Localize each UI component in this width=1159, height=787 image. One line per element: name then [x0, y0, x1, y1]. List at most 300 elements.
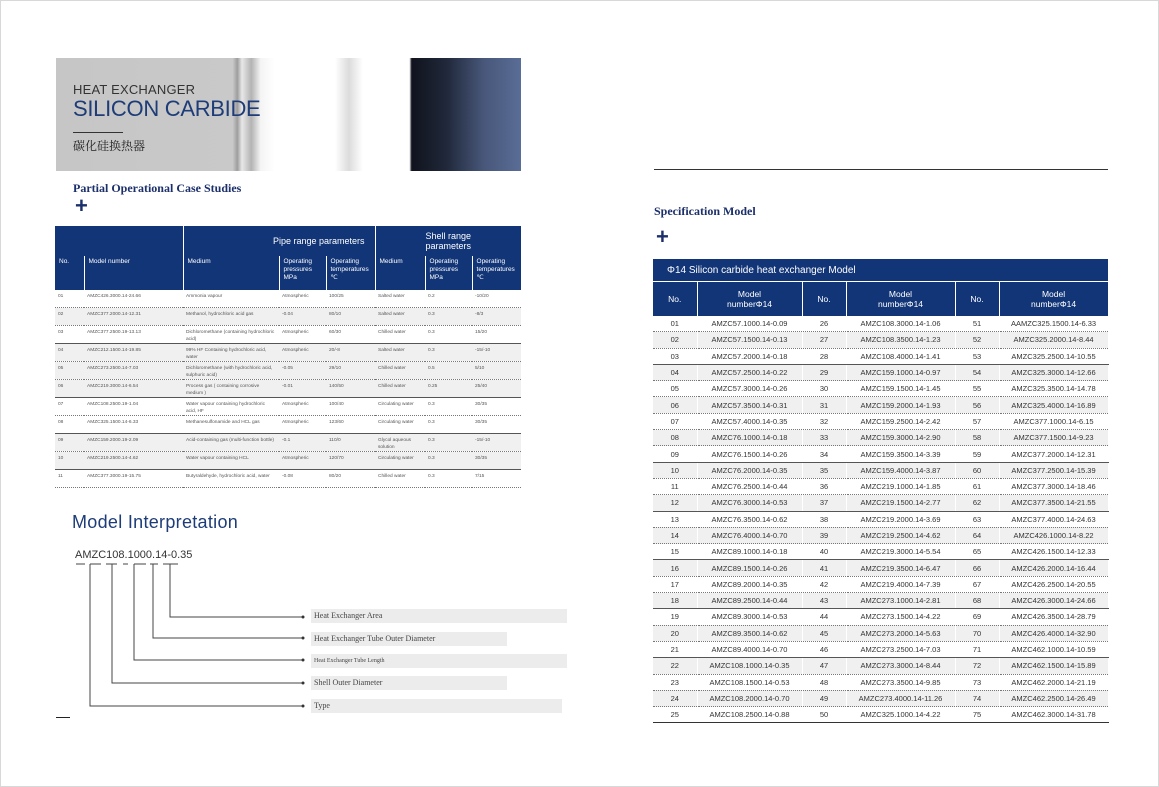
- spec-no-header: No.: [653, 282, 697, 317]
- case-cell: -0.01: [279, 380, 326, 398]
- spec-cell: AMZC377.2000.14-12.31: [999, 446, 1108, 462]
- case-cell: 0.2: [425, 290, 472, 308]
- case-studies-plus-icon: +: [75, 193, 88, 218]
- spec-cell: AMZC273.1500.14-4.22: [846, 609, 955, 625]
- spec-row: [653, 462, 1108, 478]
- case-cell: 01: [55, 290, 84, 308]
- spec-cell: 51: [955, 316, 999, 332]
- case-cell: Butyraldehyde, hydrochloric acid, water: [183, 470, 279, 488]
- spec-cell: 08: [653, 430, 697, 446]
- case-column-header: Operating temperatures ℃: [326, 256, 375, 290]
- spec-cell: AMZC426.1000.14-8.22: [999, 527, 1108, 543]
- case-cell: 07: [55, 398, 84, 416]
- spec-row: [653, 576, 1108, 592]
- label-tube-length: Heat Exchanger Tube Length: [311, 654, 567, 668]
- spec-cell: 50: [802, 707, 846, 723]
- spec-cell: 24: [653, 690, 697, 706]
- spec-cell: 10: [653, 462, 697, 478]
- banner-title-cn: 碳化硅换热器: [73, 139, 146, 153]
- spec-cell: 47: [802, 658, 846, 674]
- spec-cell: 20: [653, 625, 697, 641]
- case-cell: Dichloromethane (with hydrochloric acid, sulphuric acid): [183, 362, 279, 380]
- case-cell: Chilled water: [375, 470, 425, 488]
- spec-cell: AMZC219.2000.14-3.69: [846, 511, 955, 527]
- case-cell: Salted water: [375, 344, 425, 362]
- spec-cell: AMZC89.4000.14-0.70: [697, 641, 802, 657]
- case-cell: 80/10: [326, 308, 375, 326]
- case-cell: Water vapour containing hydrochloric acid, HF: [183, 398, 279, 416]
- spec-cell: 14: [653, 527, 697, 543]
- spec-cell: AMZC76.1000.14-0.18: [697, 430, 802, 446]
- case-cell: Circulating water: [375, 398, 425, 416]
- spec-cell: 40: [802, 544, 846, 560]
- case-column-header: Medium: [183, 256, 279, 290]
- specification-heading: Specification Model: [654, 204, 756, 218]
- spec-row: [653, 413, 1108, 429]
- spec-cell: AMZC89.1000.14-0.18: [697, 544, 802, 560]
- label-shell-outer-diameter: Shell Outer Diameter: [311, 676, 507, 690]
- case-cell: 10: [55, 452, 84, 470]
- spec-cell: 33: [802, 430, 846, 446]
- spec-cell: 26: [802, 316, 846, 332]
- case-cell: Atmospheric: [279, 398, 326, 416]
- spec-cell: AMZC219.3000.14-5.54: [846, 544, 955, 560]
- spec-row: [653, 641, 1108, 657]
- spec-cell: AMZC325.1000.14-4.22: [846, 707, 955, 723]
- spec-cell: AMZC426.2500.14-20.55: [999, 576, 1108, 592]
- spec-cell: 71: [955, 641, 999, 657]
- case-cell: 29/10: [326, 362, 375, 380]
- spec-no-header: No.: [802, 282, 846, 317]
- spec-cell: 37: [802, 495, 846, 511]
- spec-cell: AMZC426.3000.14-24.66: [999, 593, 1108, 609]
- case-cell: -15/-10: [472, 434, 521, 452]
- spec-model-header-line1: Model: [1041, 289, 1066, 299]
- spec-cell: AMZC377.2500.14-15.39: [999, 462, 1108, 478]
- spec-cell: AMZC76.4000.14-0.70: [697, 527, 802, 543]
- banner-title: SILICON CARBIDE: [73, 96, 261, 121]
- spec-cell: 46: [802, 641, 846, 657]
- spec-cell: AMZC57.1000.14-0.09: [697, 316, 802, 332]
- spec-cell: AMZC89.3500.14-0.62: [697, 625, 802, 641]
- case-cell: 5/10: [472, 362, 521, 380]
- spec-cell: AMZC426.4000.14-32.90: [999, 625, 1108, 641]
- case-cell: 11: [55, 470, 84, 488]
- case-cell: -15/-10: [472, 344, 521, 362]
- case-cell: 15/20: [472, 326, 521, 344]
- model-code-example: AMZC108.1000.14-0.35: [75, 549, 193, 561]
- spec-cell: 22: [653, 658, 697, 674]
- spec-row: [653, 527, 1108, 543]
- spec-cell: AMZC108.1000.14-0.35: [697, 658, 802, 674]
- case-cell: 0.3: [425, 416, 472, 434]
- case-cell: AMZC212.1500.14-19.85: [84, 344, 183, 362]
- spec-cell: AMZC219.4000.14-7.39: [846, 576, 955, 592]
- case-cell: -0.1: [279, 434, 326, 452]
- spec-cell: 48: [802, 674, 846, 690]
- spec-cell: AMZC462.1000.14-10.59: [999, 641, 1108, 657]
- case-cell: 0.3: [425, 308, 472, 326]
- spec-cell: 03: [653, 348, 697, 364]
- spec-cell: 75: [955, 707, 999, 723]
- spec-cell: AMZC57.2000.14-0.18: [697, 348, 802, 364]
- spec-row: [653, 316, 1108, 332]
- spec-cell: 32: [802, 413, 846, 429]
- spec-cell: AMZC426.1500.14-12.33: [999, 544, 1108, 560]
- spec-cell: 42: [802, 576, 846, 592]
- spec-cell: 49: [802, 690, 846, 706]
- spec-cell: 09: [653, 446, 697, 462]
- case-studies-heading: Partial Operational Case Studies: [73, 181, 242, 195]
- case-cell: -0.08: [279, 470, 326, 488]
- spec-row: [653, 332, 1108, 348]
- specification-plus-icon: +: [656, 224, 669, 249]
- case-cell: Atmospheric: [279, 344, 326, 362]
- case-cell: 09: [55, 434, 84, 452]
- case-cell: Chilled water: [375, 326, 425, 344]
- case-column-header: Medium: [375, 256, 425, 290]
- case-cell: 123/60: [326, 416, 375, 434]
- spec-cell: AMZC108.2000.14-0.70: [697, 690, 802, 706]
- spec-row: [653, 364, 1108, 380]
- case-cell: Circulating water: [375, 452, 425, 470]
- case-cell: 0.3: [425, 434, 472, 452]
- spec-cell: 43: [802, 593, 846, 609]
- spec-row: [653, 544, 1108, 560]
- model-interpretation-title: Model Interpretation: [72, 512, 239, 532]
- spec-row: [653, 593, 1108, 609]
- case-cell: AMZC219.2500.14-4.62: [84, 452, 183, 470]
- spec-cell: 31: [802, 397, 846, 413]
- spec-cell: AMZC76.2500.14-0.44: [697, 478, 802, 494]
- label-tube-outer-diameter: Heat Exchanger Tube Outer Diameter: [311, 632, 507, 646]
- case-cell: Salted water: [375, 308, 425, 326]
- spec-row: [653, 511, 1108, 527]
- spec-row: [653, 397, 1108, 413]
- spec-cell: 12: [653, 495, 697, 511]
- case-cell: 0.3: [425, 452, 472, 470]
- label-heat-exchanger-area: Heat Exchanger Area: [311, 609, 567, 623]
- case-cell: AMZC219.3000.14-6.54: [84, 380, 183, 398]
- case-cell: 08: [55, 416, 84, 434]
- spec-cell: AMZC219.1500.14-2.77: [846, 495, 955, 511]
- spec-cell: 04: [653, 364, 697, 380]
- case-cell: 06: [55, 380, 84, 398]
- case-column-header: No.: [55, 256, 84, 290]
- case-cell: -10/20: [472, 290, 521, 308]
- spec-cell: AMZC159.3000.14-2.90: [846, 430, 955, 446]
- spec-cell: 72: [955, 658, 999, 674]
- spec-cell: AMZC159.1500.14-1.45: [846, 381, 955, 397]
- spec-row: [653, 446, 1108, 462]
- spec-model-header-line2: numberΦ14: [1031, 299, 1077, 309]
- spec-cell: 70: [955, 625, 999, 641]
- case-cell: 100/40: [326, 398, 375, 416]
- spec-cell: 07: [653, 413, 697, 429]
- spec-row: [653, 674, 1108, 690]
- spec-cell: 66: [955, 560, 999, 576]
- spec-cell: AMZC219.3500.14-6.47: [846, 560, 955, 576]
- case-column-header: Operating pressures MPa: [425, 256, 472, 290]
- case-cell: 80/20: [326, 470, 375, 488]
- spec-cell: AMZC273.3500.14-9.85: [846, 674, 955, 690]
- spec-no-header: No.: [955, 282, 999, 317]
- case-cell: Process gas ( containing corrosive medium ): [183, 380, 279, 398]
- spec-cell: AMZC273.2000.14-5.63: [846, 625, 955, 641]
- case-cell: Atmospheric: [279, 416, 326, 434]
- spec-cell: AMZC89.2500.14-0.44: [697, 593, 802, 609]
- spec-cell: AMZC426.3500.14-28.79: [999, 609, 1108, 625]
- spec-cell: AMZC462.2000.14-21.19: [999, 674, 1108, 690]
- spec-cell: 17: [653, 576, 697, 592]
- spec-cell: 28: [802, 348, 846, 364]
- spec-cell: AMZC462.3000.14-31.78: [999, 707, 1108, 723]
- spec-row: [653, 478, 1108, 494]
- spec-cell: 16: [653, 560, 697, 576]
- case-cell: 0.3: [425, 470, 472, 488]
- spec-cell: AAMZC325.1500.14-6.33: [999, 316, 1108, 332]
- spec-cell: AMZC76.3000.14-0.53: [697, 495, 802, 511]
- spec-cell: 67: [955, 576, 999, 592]
- spec-cell: 11: [653, 478, 697, 494]
- spec-cell: AMZC57.3500.14-0.31: [697, 397, 802, 413]
- case-cell: 0.25: [425, 380, 472, 398]
- spec-cell: 54: [955, 364, 999, 380]
- top-rule: [654, 169, 1108, 170]
- spec-cell: 39: [802, 527, 846, 543]
- case-cell: AMZC377.2000.14-12.31: [84, 308, 183, 326]
- spec-cell: AMZC108.1500.14-0.53: [697, 674, 802, 690]
- spec-row: [653, 430, 1108, 446]
- case-cell: 03: [55, 326, 84, 344]
- spec-row: [653, 560, 1108, 576]
- spec-cell: 38: [802, 511, 846, 527]
- spec-row: [653, 348, 1108, 364]
- spec-cell: 68: [955, 593, 999, 609]
- spec-cell: AMZC325.3500.14-14.78: [999, 381, 1108, 397]
- spec-cell: 59: [955, 446, 999, 462]
- case-cell: 60/30: [326, 326, 375, 344]
- spec-cell: 65: [955, 544, 999, 560]
- spec-cell: AMZC377.3500.14-21.55: [999, 495, 1108, 511]
- spec-cell: AMZC108.3000.14-1.06: [846, 316, 955, 332]
- spec-cell: AMZC377.1000.14-6.15: [999, 413, 1108, 429]
- case-cell: 04: [55, 344, 84, 362]
- case-cell: Water vapour containing HCL: [183, 452, 279, 470]
- spec-cell: 58: [955, 430, 999, 446]
- case-cell: -8/3: [472, 308, 521, 326]
- spec-model-header: [846, 282, 955, 317]
- spec-cell: 52: [955, 332, 999, 348]
- spec-model-header-line2: numberΦ14: [726, 299, 773, 309]
- case-cell: Atmospheric: [279, 326, 326, 344]
- case-cell: Salted water: [375, 290, 425, 308]
- spec-cell: 23: [653, 674, 697, 690]
- spec-row: [653, 609, 1108, 625]
- case-cell: 20/-8: [326, 344, 375, 362]
- case-cell: 100/25: [326, 290, 375, 308]
- spec-cell: 30: [802, 381, 846, 397]
- case-cell: 120/70: [326, 452, 375, 470]
- case-cell: Methanol, hydrochloric acid gas: [183, 308, 279, 326]
- case-cell: 110/0: [326, 434, 375, 452]
- spec-cell: AMZC57.2500.14-0.22: [697, 364, 802, 380]
- pipe-group-header: Pipe range parameters: [183, 226, 375, 256]
- spec-cell: 44: [802, 609, 846, 625]
- spec-model-header: [697, 282, 802, 317]
- spec-cell: 74: [955, 690, 999, 706]
- case-cell: Acid-containing gas (multi-function bottle): [183, 434, 279, 452]
- spec-row: [653, 381, 1108, 397]
- spec-model-header-line1: Model: [888, 289, 913, 299]
- spec-cell: 05: [653, 381, 697, 397]
- spec-row: [653, 658, 1108, 674]
- case-cell: 02: [55, 308, 84, 326]
- spec-cell: AMZC159.2500.14-2.42: [846, 413, 955, 429]
- case-cell: AMZC159.2000.19-2.09: [84, 434, 183, 452]
- spec-cell: AMZC273.1000.14-2.81: [846, 593, 955, 609]
- footer-mark: [56, 717, 70, 718]
- case-cell: Ammonia vapour: [183, 290, 279, 308]
- spec-cell: 61: [955, 478, 999, 494]
- spec-cell: AMZC89.1500.14-0.26: [697, 560, 802, 576]
- label-type: Type: [311, 699, 562, 713]
- case-cell: Glycol aqueous solution: [375, 434, 425, 452]
- spec-cell: 53: [955, 348, 999, 364]
- spec-cell: 06: [653, 397, 697, 413]
- spec-cell: 27: [802, 332, 846, 348]
- case-cell: 99% HF Containing hydrochloric acid, water: [183, 344, 279, 362]
- spec-cell: AMZC76.2000.14-0.35: [697, 462, 802, 478]
- case-cell: 0.5: [425, 362, 472, 380]
- spec-cell: 25: [653, 707, 697, 723]
- case-cell: 30/35: [472, 452, 521, 470]
- case-cell: AMZC426.3000.14-24.66: [84, 290, 183, 308]
- case-cell: AMZC377.3000.19-15.75: [84, 470, 183, 488]
- spec-cell: 36: [802, 478, 846, 494]
- spec-cell: AMZC108.4000.14-1.41: [846, 348, 955, 364]
- spec-row: [653, 707, 1108, 723]
- spec-cell: AMZC76.3500.14-0.62: [697, 511, 802, 527]
- spec-cell: 13: [653, 511, 697, 527]
- case-cell: Atmospheric: [279, 452, 326, 470]
- spec-cell: 56: [955, 397, 999, 413]
- spec-cell: 69: [955, 609, 999, 625]
- spec-cell: AMZC159.1000.14-0.97: [846, 364, 955, 380]
- case-column-header: Model number: [84, 256, 183, 290]
- spec-cell: AMZC426.2000.14-16.44: [999, 560, 1108, 576]
- spec-model-header-line1: Model: [737, 289, 762, 299]
- spec-cell: 63: [955, 511, 999, 527]
- spec-cell: 15: [653, 544, 697, 560]
- spec-cell: 45: [802, 625, 846, 641]
- spec-cell: 60: [955, 462, 999, 478]
- model-diagram-lines: [0, 0, 600, 760]
- spec-cell: AMZC89.3000.14-0.53: [697, 609, 802, 625]
- spec-cell: AMZC377.1500.14-9.23: [999, 430, 1108, 446]
- spec-cell: AMZC108.3500.14-1.23: [846, 332, 955, 348]
- spec-cell: 21: [653, 641, 697, 657]
- spec-row: [653, 495, 1108, 511]
- spec-model-header: [999, 282, 1108, 317]
- spec-row: [653, 690, 1108, 706]
- spec-cell: AMZC325.2000.14-8.44: [999, 332, 1108, 348]
- case-cell: AMZC108.2500.19-1.04: [84, 398, 183, 416]
- spec-cell: AMZC273.3000.14-8.44: [846, 658, 955, 674]
- case-cell: 30/35: [472, 398, 521, 416]
- case-cell: 05: [55, 362, 84, 380]
- spec-cell: 18: [653, 593, 697, 609]
- spec-cell: 62: [955, 495, 999, 511]
- case-cell: Chilled water: [375, 380, 425, 398]
- case-cell: 0.3: [425, 398, 472, 416]
- spec-cell: AMZC57.4000.14-0.35: [697, 413, 802, 429]
- spec-cell: AMZC57.3000.14-0.26: [697, 381, 802, 397]
- banner-subtitle: HEAT EXCHANGER: [73, 82, 196, 97]
- spec-cell: 29: [802, 364, 846, 380]
- spec-cell: AMZC76.1500.14-0.26: [697, 446, 802, 462]
- case-cell: 7/15: [472, 470, 521, 488]
- shell-group-header: Shell range parameters: [375, 226, 521, 256]
- spec-cell: AMZC108.2500.14-0.88: [697, 707, 802, 723]
- spec-cell: AMZC57.1500.14-0.13: [697, 332, 802, 348]
- spec-cell: AMZC325.4000.14-16.89: [999, 397, 1108, 413]
- spec-cell: 55: [955, 381, 999, 397]
- case-cell: AMZC273.2500.14-7.03: [84, 362, 183, 380]
- spec-cell: 19: [653, 609, 697, 625]
- spec-model-header-line2: numberΦ14: [877, 299, 924, 309]
- spec-cell: 41: [802, 560, 846, 576]
- spec-cell: AMZC273.2500.14-7.03: [846, 641, 955, 657]
- case-cell: 0.3: [425, 326, 472, 344]
- case-cell: -0.05: [279, 362, 326, 380]
- case-cell: 0.3: [425, 344, 472, 362]
- case-column-header: Operating pressures MPa: [279, 256, 326, 290]
- spec-cell: 64: [955, 527, 999, 543]
- case-cell: Atmospheric: [279, 290, 326, 308]
- case-cell: Dichloromethane (containing hydrochloric acid): [183, 326, 279, 344]
- case-column-header: Operating temperatures ℃: [472, 256, 521, 290]
- spec-row: [653, 625, 1108, 641]
- specification-caption: Φ14 Silicon carbide heat exchanger Model: [653, 259, 1108, 282]
- case-cell: AMZC377.2500.19-13.13: [84, 326, 183, 344]
- spec-cell: AMZC89.2000.14-0.35: [697, 576, 802, 592]
- spec-cell: 73: [955, 674, 999, 690]
- spec-cell: AMZC219.2500.14-4.62: [846, 527, 955, 543]
- case-cell: -0.04: [279, 308, 326, 326]
- spec-cell: AMZC377.4000.14-24.63: [999, 511, 1108, 527]
- spec-cell: AMZC462.1500.14-15.89: [999, 658, 1108, 674]
- spec-cell: 34: [802, 446, 846, 462]
- spec-cell: AMZC325.2500.14-10.55: [999, 348, 1108, 364]
- specification-table: [653, 259, 1109, 723]
- case-cell: Methanesulfonamide and HCL gas: [183, 416, 279, 434]
- case-cell: Chilled water: [375, 362, 425, 380]
- spec-cell: AMZC273.4000.14-11.26: [846, 690, 955, 706]
- spec-cell: AMZC462.2500.14-26.49: [999, 690, 1108, 706]
- spec-cell: AMZC159.4000.14-3.87: [846, 462, 955, 478]
- case-cell: AMZC325.1500.14-6.33: [84, 416, 183, 434]
- spec-cell: 02: [653, 332, 697, 348]
- case-cell: 25/40: [472, 380, 521, 398]
- case-cell: 30/35: [472, 416, 521, 434]
- spec-cell: 01: [653, 316, 697, 332]
- spec-cell: AMZC219.1000.14-1.85: [846, 478, 955, 494]
- spec-cell: 57: [955, 413, 999, 429]
- case-cell: 140/50: [326, 380, 375, 398]
- spec-cell: 35: [802, 462, 846, 478]
- spec-cell: AMZC159.2000.14-1.93: [846, 397, 955, 413]
